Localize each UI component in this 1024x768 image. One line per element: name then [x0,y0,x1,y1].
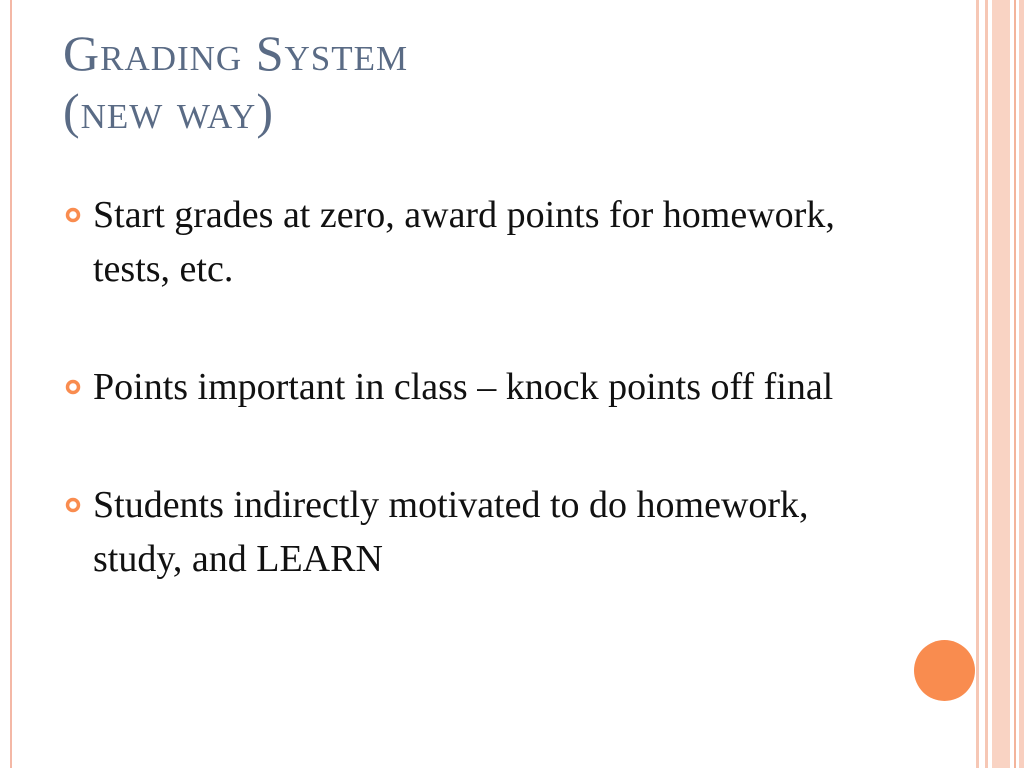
title-line-1: Grading System [63,25,409,81]
bullet-item [63,360,853,414]
left-border-line [10,0,12,768]
bullet-text: Students indirectly motivated to do homework, study, and LEARN [93,484,809,580]
slide-title [63,24,408,140]
border-stripe [985,0,988,768]
bullet-item [63,478,853,586]
border-stripe [976,0,979,768]
right-border-stripes [976,0,1024,768]
orange-circle-icon [914,640,975,701]
bullet-item [63,188,853,296]
orange-ring-icon [65,207,81,223]
title-line-2: (new way) [63,83,274,139]
bullet-text: Start grades at zero, award points for homework, tests, etc. [93,194,835,290]
border-stripe [1019,0,1024,768]
bullet-list [63,188,853,650]
orange-ring-icon [65,379,81,395]
border-stripe [1014,0,1016,768]
border-stripe [992,0,1010,768]
bullet-text: Points important in class – knock points off final [93,366,834,408]
orange-ring-icon [65,497,81,513]
